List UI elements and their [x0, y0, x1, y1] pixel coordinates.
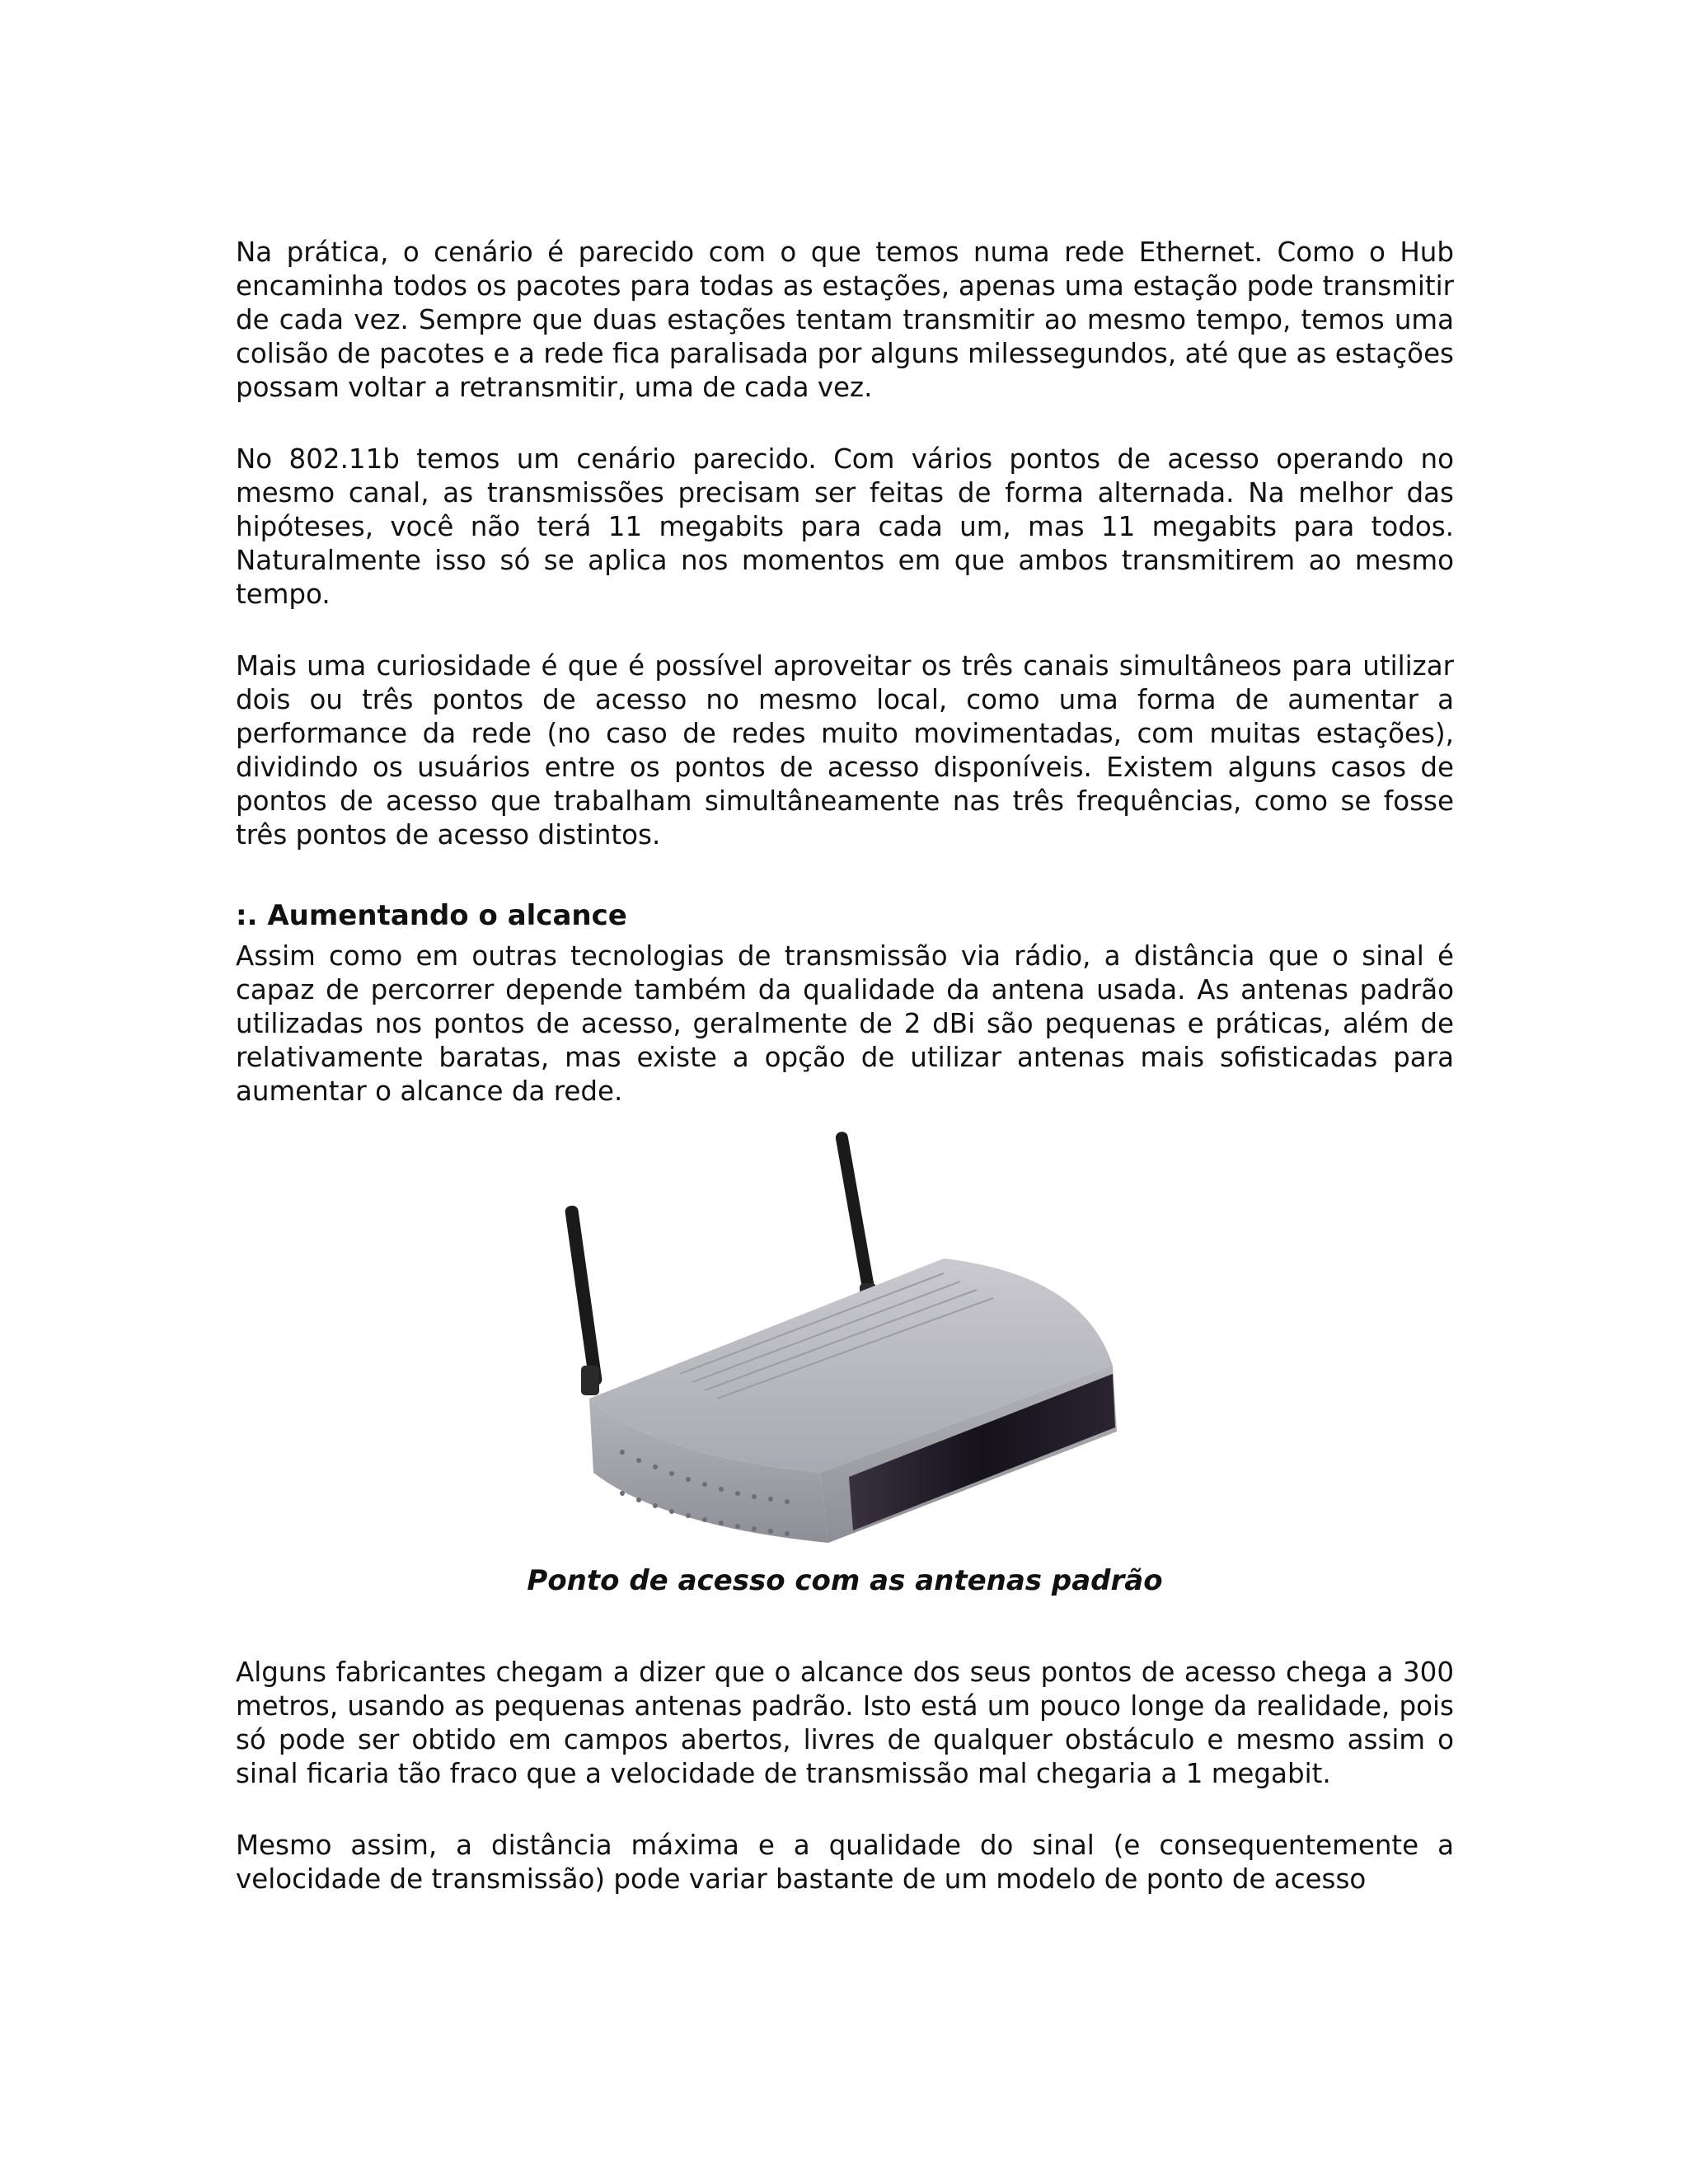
paragraph-range-claims: Alguns fabricantes chegam a dizer que o alcance dos seus pontos de acesso chega a 300 metros, usando as pequenas antenas padrão. Isto está um pouco longe da realidade, pois só pode ser obtido em campos abertos, livres de qualquer obstáculo e mesmo assim o sinal ficaria tão fraco que a velocidade de transmissão mal chegaria a 1 megabit. [236, 1657, 1454, 1789]
paragraph-signal-quality: Mesmo assim, a distância máxima e a qualidade do sinal (e consequentemente a velocidade de transmissão) pode variar bastante de um modelo de ponto de acesso [236, 1830, 1454, 1895]
section-heading: :. Aumentando o alcance [236, 899, 627, 932]
paragraph-antenna-intro: Assim como em outras tecnologias de transmissão via rádio, a distância que o sinal é capaz de percorrer depende também da qualidade da antena usada. As antenas padrão utilizadas nos pontos de acesso, geralmente de 2 dBi são pequenas e práticas, além de relativamente baratas, mas existe a opção de utilizar antenas mais sofisticadas para aumentar o alcance da rede. [236, 940, 1454, 1107]
paragraph-hub-collision: Na prática, o cenário é parecido com o que temos numa rede Ethernet. Como o Hub encaminha todos os pacotes para todas as estações, apenas uma estação pode transmitir de cada vez. Sempre que duas estações tentam transmitir ao mesmo tempo, temos uma colisão de pacotes e a rede fica paralisada por alguns milessegundos, até que as estações possam voltar a retransmitir, uma de cada vez. [236, 237, 1454, 403]
antenna-right-icon [835, 1131, 876, 1311]
paragraph-three-channels: Mais uma curiosidade é que é possível aproveitar os três canais simultâneos para utilizar dois ou três pontos de acesso no mesmo local, como uma forma de aumentar a performance da rede (no caso de redes muito movimentadas, com muitas estações), dividindo os usuários entre os pontos de acesso disponíveis. Existem alguns casos de pontos de acesso que trabalham simultâneamente nas três frequências, como se fosse três pontos de acesso distintos. [236, 650, 1454, 851]
access-point-image [556, 1127, 1133, 1555]
figure-caption: Ponto de acesso com as antenas padrão [527, 1564, 1163, 1597]
paragraph-80211b-scenario: No 802.11b temos um cenário parecido. Com vários pontos de acesso operando no mesmo canal, as transmissões precisam ser feitas de forma alternada. Na melhor das hipóteses, você não terá 11 megabits para cada um, mas 11 megabits para todos. Naturalmente isso só se aplica nos momentos em que ambos transmitirem ao mesmo tempo. [236, 443, 1454, 610]
figure [236, 1127, 1454, 1598]
antenna-left-icon [565, 1205, 603, 1395]
page-content [236, 236, 1454, 1896]
